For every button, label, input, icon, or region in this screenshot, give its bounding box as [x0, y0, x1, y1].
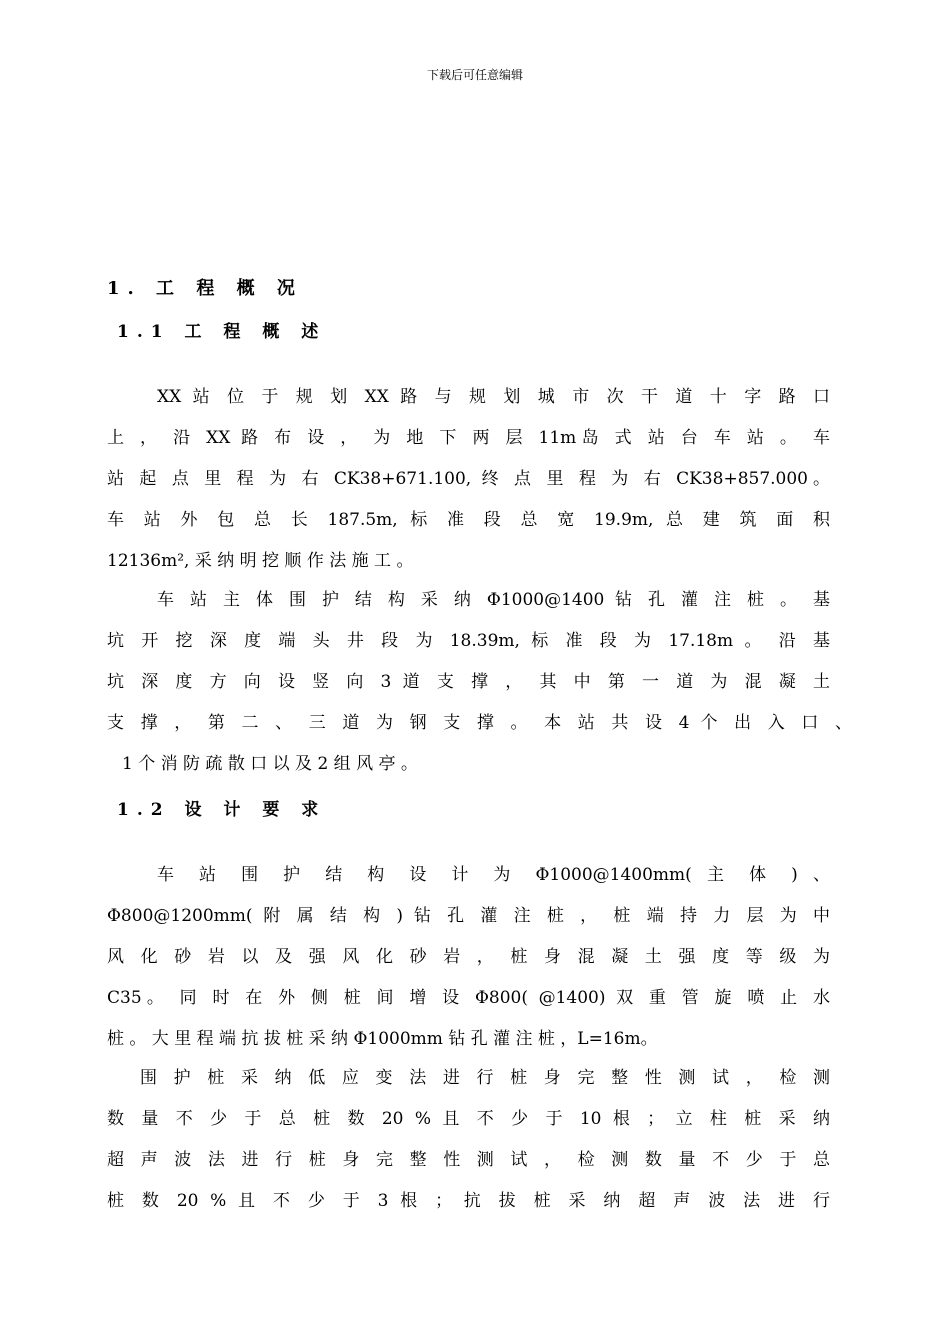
paragraph-line: 车 站 围 护 结 构 设 计 为 Φ1000@1400mm( 主 体 ) 、 [157, 865, 830, 885]
page-header: 下载后可任意编辑 [426, 68, 523, 82]
paragraph-line: 1 个 消 防 疏 散 口 以 及 2 组 风 亭 。 [122, 754, 418, 774]
paragraph-line: 桩 。 大 里 程 端 抗 拔 桩 采 纳 Φ1000mm 钻 孔 灌 注 桩 ，L=16m。 [107, 1029, 658, 1049]
section-1-1-heading: 1.1 工 程 概 述 [117, 322, 327, 342]
paragraph-line: 12136m², 采 纳 明 挖 顺 作 法 施 工 。 [107, 551, 414, 571]
paragraph-line: 数 量 不 少 于 总 桩 数 20 % 且 不 少 于 10 根 ； 立 柱 桩 采 纳 [107, 1109, 830, 1129]
paragraph-line: 站 起 点 里 程 为 右 CK38+671.100, 终 点 里 程 为 右 CK38+857.000。 [107, 469, 830, 489]
paragraph-line: 车 站 主 体 围 护 结 构 采 纳 Φ1000@1400 钻 孔 灌 注 桩 。 基 [157, 590, 830, 610]
paragraph-line: 车 站 外 包 总 长 187.5m, 标 准 段 总 宽 19.9m, 总 建 筑 面 积 [107, 510, 830, 530]
paragraph-line: 支 撑 ， 第 二 、 三 道 为 钢 支 撑 。 本 站 共 设 4 个 出 入 口 、 [107, 713, 852, 733]
paragraph-line: Φ800@1200mm( 附 属 结 构 ) 钻 孔 灌 注 桩 ， 桩 端 持 力 层 为 中 [107, 906, 830, 926]
paragraph-line: XX 站 位 于 规 划 XX 路 与 规 划 城 市 次 干 道 十 字 路 口 [157, 387, 830, 407]
paragraph-line: 超 声 波 法 进 行 桩 身 完 整 性 测 试 ， 检 测 数 量 不 少 于 总 [107, 1150, 830, 1170]
paragraph-line: C35。 同 时 在 外 侧 桩 间 增 设 Φ800( @1400) 双 重 管 旋 喷 止 水 [107, 988, 830, 1008]
paragraph-line: 桩 数 20 % 且 不 少 于 3 根 ； 抗 拔 桩 采 纳 超 声 波 法 进 行 [107, 1191, 830, 1211]
paragraph-line: 坑 开 挖 深 度 端 头 井 段 为 18.39m, 标 准 段 为 17.18m 。 沿 基 [107, 631, 830, 651]
section-1-heading: 1. 工 程 概 况 [107, 278, 303, 299]
paragraph-line: 围 护 桩 采 纳 低 应 变 法 进 行 桩 身 完 整 性 测 试 ， 检 测 [140, 1068, 830, 1088]
paragraph-line: 风 化 砂 岩 以 及 强 风 化 砂 岩 ， 桩 身 混 凝 土 强 度 等 级 为 [107, 947, 830, 967]
paragraph-line: 上 ， 沿 XX 路 布 设 ， 为 地 下 两 层 11m岛 式 站 台 车 站 。 车 [107, 428, 830, 448]
section-1-2-heading: 1.2 设 计 要 求 [117, 800, 327, 820]
paragraph-line: 坑 深 度 方 向 设 竖 向 3 道 支 撑 ， 其 中 第 一 道 为 混 凝 土 [107, 672, 830, 692]
